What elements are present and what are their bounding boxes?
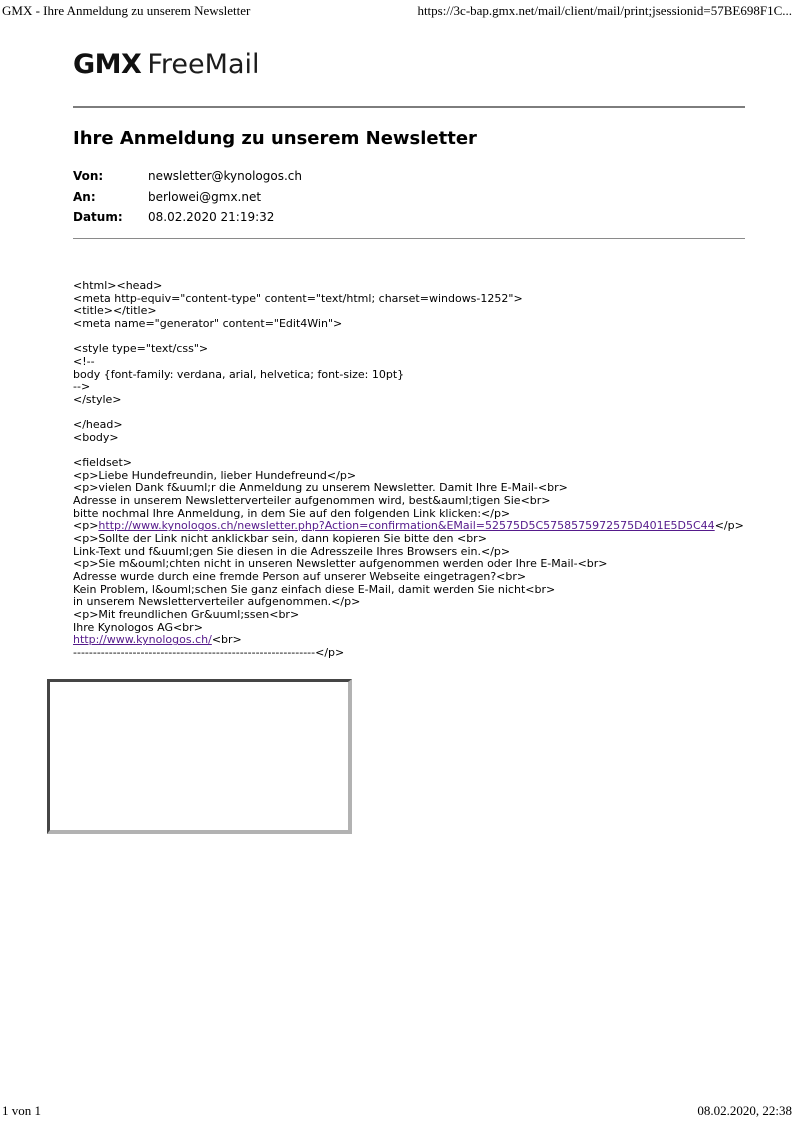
print-footer-timestamp: 08.02.2020, 22:38: [697, 1103, 792, 1118]
gmx-logo-text: GMX: [73, 49, 142, 80]
confirmation-link[interactable]: http://www.kynologos.ch/newsletter.php?Action=confirmation&EMail=52575D5C5758575972575D401E5D5C44: [98, 519, 715, 533]
to-label: An:: [73, 189, 96, 204]
print-footer: [2, 1103, 792, 1119]
source-text: bitte nochmal Ihre Anmeldung, in dem Sie auf den folgenden Link klicken:</p>: [73, 506, 511, 520]
source-line: [73, 369, 744, 382]
mail-meta-row-from: [73, 169, 302, 190]
source-text: Kein Problem, l&ouml;schen Sie ganz einfach diese E-Mail, damit werden Sie nicht<br>: [73, 582, 556, 596]
source-line: [73, 407, 744, 420]
source-text: <!--: [73, 354, 95, 368]
gmx-logo: [73, 50, 260, 80]
source-text: <body>: [73, 430, 119, 444]
source-text: <meta name="generator" content="Edit4Win">: [73, 316, 343, 330]
mail-meta-row-date: [73, 210, 302, 231]
source-text: <fieldset>: [73, 456, 132, 470]
source-line: [73, 343, 744, 356]
source-text: <meta http-equiv="content-type" content="text/html; charset=windows-1252">: [73, 291, 523, 305]
source-line: [73, 318, 744, 331]
source-text: <style type="text/css">: [73, 342, 209, 356]
source-line: [73, 381, 744, 394]
mail-meta: [73, 169, 302, 231]
source-text: -->: [73, 380, 91, 394]
source-text: <title></title>: [73, 304, 157, 318]
from-label: Von:: [73, 169, 104, 183]
source-text: </p>: [714, 519, 744, 533]
source-line: [73, 394, 744, 407]
source-text: body {font-family: verdana, arial, helvetica; font-size: 10pt}: [73, 367, 405, 381]
kynologos-website-link[interactable]: http://www.kynologos.ch/: [73, 633, 212, 647]
date-value: 08.02.2020 21:19:32: [148, 210, 275, 224]
to-value: berlowei@gmx.net: [148, 189, 262, 204]
source-line: [73, 445, 744, 458]
source-text: <p>vielen Dank f&uuml;r die Anmeldung zu unserem Newsletter. Damit Ihre E-Mail-<br>: [73, 481, 568, 495]
freemail-logo-text: FreeMail: [147, 49, 260, 80]
source-text: -------------------------------------------------------------</p>: [73, 645, 345, 659]
print-footer-page-number: 1 von 1: [2, 1103, 41, 1118]
source-text: </head>: [73, 418, 123, 432]
source-text: <p>Mit freundlichen Gr&uuml;ssen<br>: [73, 608, 300, 622]
source-text: in unserem Newsletterverteiler aufgenommen.</p>: [73, 595, 361, 609]
meta-divider: [73, 238, 745, 239]
print-header: [2, 3, 792, 19]
source-text: <p>: [73, 519, 99, 533]
source-line: [73, 293, 744, 306]
source-text: <p>Sollte der Link nicht anklickbar sein, dann kopieren Sie bitte den <br>: [73, 532, 487, 546]
source-text: Adresse in unserem Newsletterverteiler aufgenommen wird, best&auml;tigen Sie<br>: [73, 494, 551, 508]
source-text: <html><head>: [73, 279, 163, 292]
email-source: [73, 280, 744, 660]
header-divider: [73, 106, 745, 108]
image-placeholder-box: [47, 679, 352, 834]
print-header-url: https://3c-bap.gmx.net/mail/client/mail/print;jsessionid=57BE698F1C...: [417, 3, 792, 18]
source-text: <br>: [211, 633, 242, 647]
source-text: Adresse wurde durch eine fremde Person auf unserer Webseite eingetragen?<br>: [73, 570, 527, 584]
email-subject: Ihre Anmeldung zu unserem Newsletter: [73, 128, 477, 149]
source-line: [73, 432, 744, 445]
source-line: [73, 419, 744, 432]
print-header-title: GMX - Ihre Anmeldung zu unserem Newsletter: [2, 3, 251, 18]
from-value: newsletter@kynologos.ch: [148, 169, 302, 183]
source-text: </style>: [73, 392, 122, 406]
mail-meta-row-to: [73, 190, 302, 211]
date-label: Datum:: [73, 210, 123, 224]
source-text: <p>Sie m&ouml;chten nicht in unseren Newsletter aufgenommen werden oder Ihre E-Mail-<br>: [73, 557, 608, 571]
source-text: Link-Text und f&uuml;gen Sie diesen in die Adresszeile Ihres Browsers ein.</p>: [73, 544, 511, 558]
source-line: [73, 647, 744, 660]
source-text: <p>Liebe Hundefreundin, lieber Hundefreund</p>: [73, 468, 357, 482]
source-text: Ihre Kynologos AG<br>: [73, 620, 203, 634]
